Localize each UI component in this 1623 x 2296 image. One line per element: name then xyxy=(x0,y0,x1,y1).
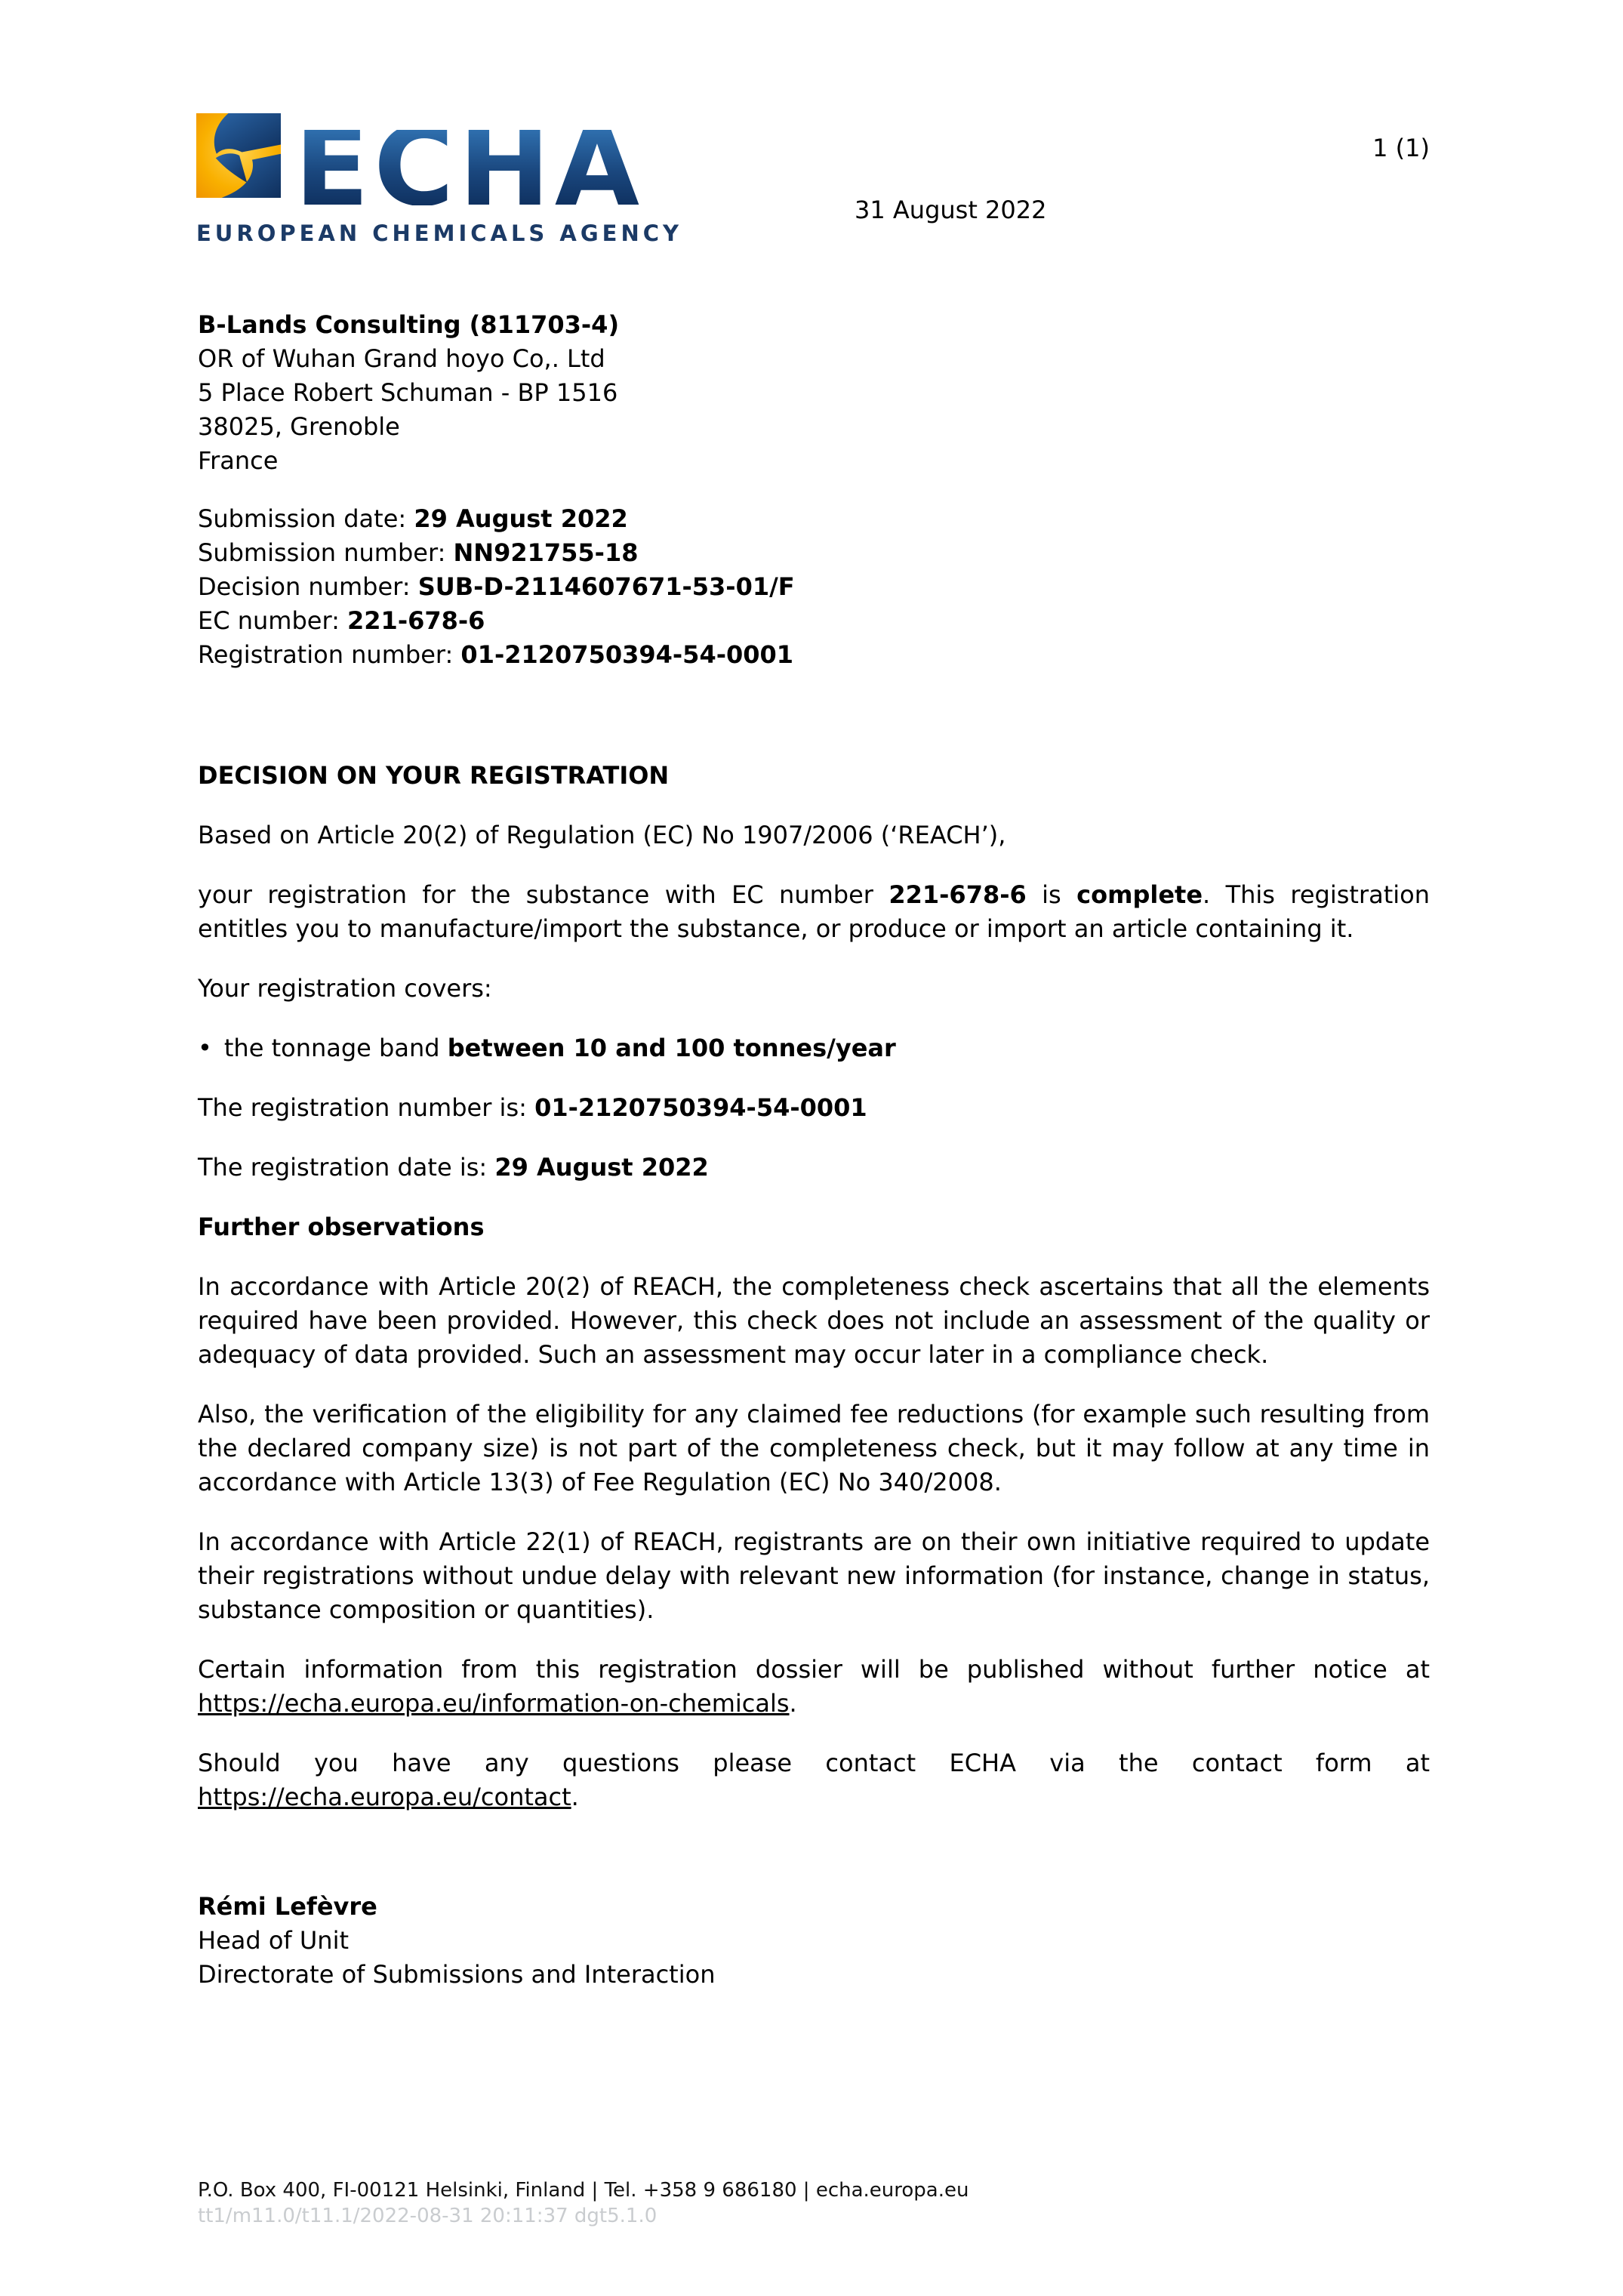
echa-logo-row xyxy=(196,103,682,231)
paragraph-registration-complete xyxy=(198,878,1430,946)
recipient-name: B-Lands Consulting (811703-4) xyxy=(198,310,620,339)
page-number: 1 (1) xyxy=(1372,134,1430,162)
text-segment: In accordance with Article 22(1) of REACH, registrants are on their own initiative required to update their registrations without undue delay with relevant new information (for instance, change in status, substance composition or quantities). xyxy=(198,1527,1430,1624)
signatory-directorate: Directorate of Submissions and Interaction xyxy=(198,1960,716,1989)
text-segment: . This registration entitles you to manufacture/import the substance, or produce or import an article containing it. xyxy=(198,880,1431,943)
detail-row xyxy=(198,604,1430,638)
detail-row xyxy=(198,570,1430,604)
paragraph-legal-basis: Based on Article 20(2) of Regulation (EC) No 1907/2006 (‘REACH’), xyxy=(198,821,1006,849)
recipient-address-lines xyxy=(198,342,1430,478)
bullet-tonnage-band xyxy=(198,1031,1430,1065)
observation-paragraph xyxy=(198,1398,1430,1499)
detail-value: 29 August 2022 xyxy=(414,504,628,533)
text-segment: Also, the verification of the eligibility for any claimed fee reductions (for example such resulting from the declared company size) is not part of the completeness check, but it may follow at any time in accordance with Article 13(3) of Fee Regulation (EC) No 340/2008. xyxy=(198,1400,1430,1496)
link[interactable]: https://echa.europa.eu/contact xyxy=(198,1783,571,1811)
text-segment: between 10 and 100 tonnes/year xyxy=(447,1034,896,1062)
detail-value: 01-2120750394-54-0001 xyxy=(460,640,794,669)
address-line: France xyxy=(198,446,279,475)
footer-contact: P.O. Box 400, FI-00121 Helsinki, Finland | Tel. +358 9 686180 | echa.europa.eu xyxy=(198,2179,969,2202)
echa-logo-icon xyxy=(196,113,281,198)
text-segment: is xyxy=(1026,880,1077,909)
echa-logo-text: ECHA xyxy=(294,103,645,231)
echa-logo-tagline: EUROPEAN CHEMICALS AGENCY xyxy=(196,220,683,246)
text-segment: 29 August 2022 xyxy=(494,1153,709,1182)
detail-label: Decision number: xyxy=(198,572,418,601)
observation-paragraph xyxy=(198,1746,1430,1814)
text-segment: your registration for the substance with EC number xyxy=(198,880,889,909)
address-line: 38025, Grenoble xyxy=(198,412,400,441)
registration-number-line xyxy=(198,1091,1430,1125)
observation-paragraph xyxy=(198,1653,1430,1721)
decision-heading: DECISION ON YOUR REGISTRATION xyxy=(198,761,670,790)
detail-label: EC number: xyxy=(198,606,348,635)
signature-block xyxy=(198,1890,1430,1992)
detail-value: NN921755-18 xyxy=(453,538,639,567)
recipient-address xyxy=(198,308,1430,478)
signatory-name: Rémi Lefèvre xyxy=(198,1892,377,1921)
text-segment: the tonnage band xyxy=(223,1034,448,1062)
submission-details xyxy=(198,502,1430,672)
address-line: OR of Wuhan Grand hoyo Co,. Ltd xyxy=(198,344,605,373)
address-line: 5 Place Robert Schuman - BP 1516 xyxy=(198,378,618,407)
registration-date-line xyxy=(198,1151,1430,1185)
echa-logo xyxy=(196,103,683,246)
detail-label: Submission number: xyxy=(198,538,454,567)
letter-body xyxy=(198,308,1430,1992)
detail-row xyxy=(198,502,1430,536)
detail-value: 221-678-6 xyxy=(347,606,485,635)
bullet-text xyxy=(224,1034,896,1062)
detail-value: SUB-D-2114607671-53-01/F xyxy=(417,572,795,601)
observation-paragraph xyxy=(198,1270,1430,1372)
detail-label: Submission date: xyxy=(198,504,414,533)
signatory-title: Head of Unit xyxy=(198,1926,349,1955)
text-segment: 221-678-6 xyxy=(888,880,1027,909)
text-segment: complete xyxy=(1076,880,1203,909)
text-segment: The registration date is: xyxy=(198,1153,495,1182)
text-segment: 01-2120750394-54-0001 xyxy=(534,1093,867,1122)
text-segment: . xyxy=(789,1689,797,1718)
detail-row xyxy=(198,638,1430,672)
detail-label: Registration number: xyxy=(198,640,461,669)
text-segment: In accordance with Article 20(2) of REACH, the completeness check ascertains that all the elements required have been provided. However, this check does not include an assessment of the quality or adequacy of data provided. Such an assessment may occur later in a compliance check. xyxy=(198,1272,1430,1369)
further-observations-heading: Further observations xyxy=(198,1213,485,1241)
bullet-icon: • xyxy=(198,1034,212,1062)
text-segment: Certain information from this registration dossier will be published without further notice at xyxy=(198,1655,1430,1684)
text-segment: The registration number is: xyxy=(198,1093,535,1122)
observations-section xyxy=(198,1270,1430,1814)
text-segment: Should you have any questions please contact ECHA via the contact form at xyxy=(198,1749,1430,1777)
observation-paragraph xyxy=(198,1525,1430,1627)
text-segment: . xyxy=(571,1783,579,1811)
letter-date: 31 August 2022 xyxy=(855,196,1047,224)
paragraph-covers-intro: Your registration covers: xyxy=(198,974,492,1003)
page-footer xyxy=(198,2177,969,2229)
footer-meta: tt1/m11.0/t11.1/2022-08-31 20:11:37 dgt5.1.0 xyxy=(198,2205,658,2227)
detail-row xyxy=(198,536,1430,570)
link[interactable]: https://echa.europa.eu/information-on-chemicals xyxy=(198,1689,790,1718)
